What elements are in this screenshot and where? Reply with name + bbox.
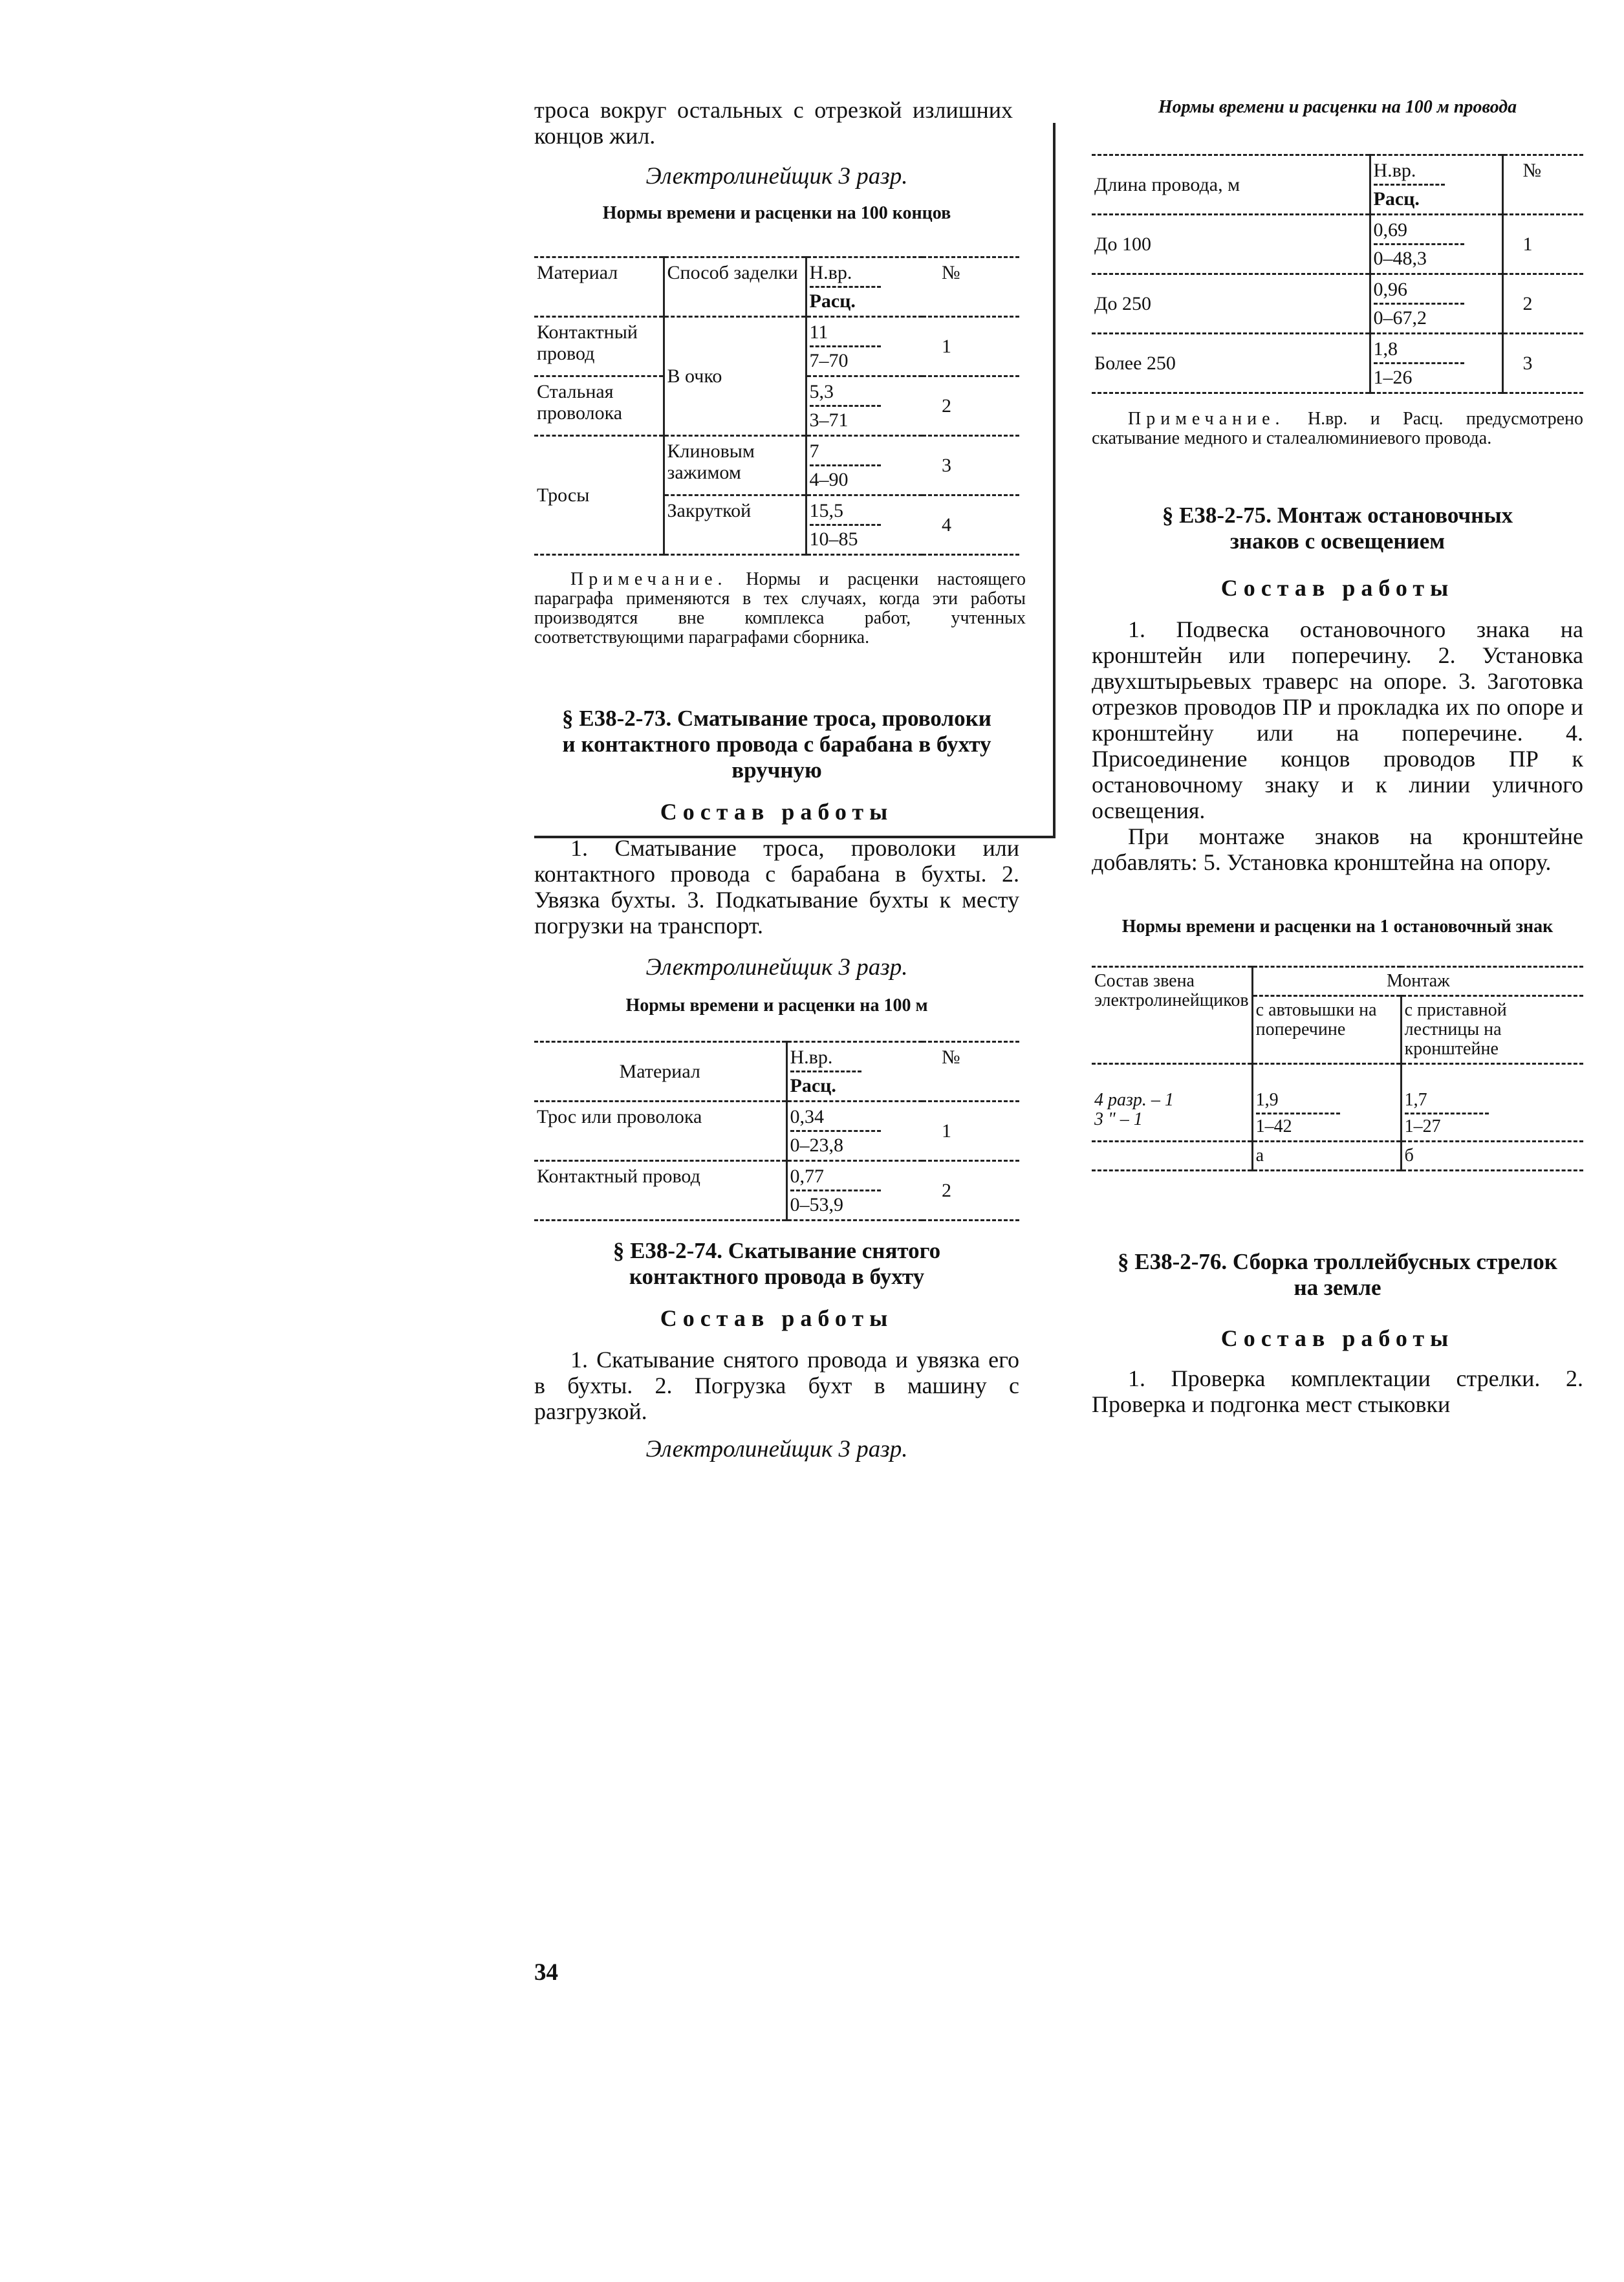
section-74-body: 1. Скатывание снятого провода и увязка его в бухты. 2. Погрузка бухт в машину с разгрузкой.: [534, 1347, 1019, 1424]
t3-r3-length: Более 250: [1094, 353, 1176, 374]
t4-head-b: с приставной лестницы на кронштейне: [1401, 996, 1583, 1064]
t1-head-method: Способ заделки: [664, 257, 806, 317]
section-74-title: § Е38-2-74. Скатывание снятого контактного провода в бухту: [612, 1238, 941, 1289]
worker-grade-2: Электролинейщик 3 разр.: [645, 954, 908, 981]
section-73-title: § Е38-2-73. Сматывание троса, проволоки и контактного провода с барабана в бухту вручную: [562, 706, 991, 783]
t3-r1-num: 1: [1502, 215, 1583, 274]
t1-r2-num: 2: [942, 395, 951, 417]
t4-a-norm: $\frac{1,9}{1-42}$: [1252, 1064, 1401, 1142]
section-76-sostav: Состав работы: [1220, 1325, 1455, 1351]
table1-caption: Нормы времени и расценки на 100 концов: [602, 203, 951, 223]
t3-r3-norm: $\frac{1,8}{1-26}$: [1370, 334, 1502, 393]
worker-grade-3: Электролинейщик 3 разр.: [645, 1436, 908, 1462]
t2-r2-num: 2: [942, 1180, 951, 1201]
section-75-body-1: 1. Подвеска остановочного знака на кронштейн или поперечину. 2. Установка двухштырьевых траверс на опоре. 3. Заготовка отрезков проводов ПР и прокладка их по опоре и кронштейну или на поперечине. 4. Присоединение концов проводов ПР к остановочному знаку и к линии уличного освещения.: [1092, 616, 1583, 823]
t3-r2-num: 2: [1502, 274, 1583, 334]
t4-head-crew: Состав звена электролинейщиков: [1094, 971, 1249, 1010]
t2-r1-material: Трос или проволока: [537, 1106, 702, 1127]
t1-r3-norm: $\frac{7}{4-90}$: [806, 436, 922, 495]
t3-r2-length: До 250: [1094, 293, 1151, 314]
note-1: [534, 570, 1026, 647]
table-row: [534, 317, 1019, 376]
t3-r1-norm: $\frac{0,69}{0-48,3}$: [1370, 215, 1502, 274]
t3-head-num: №: [1502, 155, 1583, 215]
t3-r1-length: До 100: [1094, 234, 1151, 255]
table-row: [534, 1161, 1019, 1221]
t2-head-norm: Н.вр. Расц.: [786, 1042, 922, 1102]
table-row: [1092, 1064, 1583, 1142]
section-76-body: 1. Проверка комплектации стрелки. 2. Проверка и подгонка мест стыковки: [1092, 1365, 1583, 1417]
section-75-sostav: Состав работы: [1220, 575, 1455, 601]
t4-col-b: б: [1401, 1142, 1583, 1171]
table2: [534, 1041, 1019, 1221]
page-number: 34: [534, 1959, 558, 1986]
t4-head-mount: Монтаж: [1252, 967, 1583, 996]
table-row: [1092, 274, 1583, 334]
section-73-body: 1. Сматывание троса, проволоки или контактного провода с барабана в бухты. 2. Увязка бухты. 3. Подкатывание бухты к месту погрузки на транспорт.: [534, 835, 1019, 939]
t1-r4-norm: $\frac{15,5}{10-85}$: [806, 495, 922, 555]
t1-r4-method: Закруткой: [664, 495, 806, 555]
t2-r2-material: Контактный провод: [537, 1166, 700, 1187]
t4-b-norm: $\frac{1,7}{1-27}$: [1401, 1064, 1583, 1142]
table4: [1092, 966, 1583, 1171]
table4-caption: Нормы времени и расценки на 1 остановочный знак: [1121, 917, 1554, 937]
note-1-body: Нормы и расценки настоящего параграфа применяются в тех случаях, когда эти работы производятся вне комплекса работ, учтенных соответствующими параграфами сборника.: [534, 569, 1026, 647]
t1-method-ochko: В очко: [664, 317, 806, 436]
t2-r1-norm: $\frac{0,34}{0-23,8}$: [786, 1102, 922, 1161]
column-divider-vertical: [1053, 123, 1056, 836]
table-row: [1092, 1142, 1583, 1171]
t1-r3-num: 3: [942, 455, 951, 476]
t3-r2-norm: $\frac{0,96}{0-67,2}$: [1370, 274, 1502, 334]
note-1-title: Примечание.: [570, 569, 728, 589]
t1-r3-material: Тросы: [537, 484, 590, 506]
table-row: [1092, 334, 1583, 393]
note-3-title: Примечание.: [1128, 409, 1285, 429]
table-row: [534, 436, 1019, 495]
section-76-title: § Е38-2-76. Сборка троллейбусных стрелок на земле: [1118, 1249, 1557, 1300]
t3-head-norm: Н.вр. Расц.: [1370, 155, 1502, 215]
section-75-body-2: При монтаже знаков на кронштейне добавлять: 5. Установка кронштейна на опору.: [1092, 823, 1583, 875]
worker-grade-1: Электролинейщик 3 разр.: [645, 163, 908, 190]
t1-r1-norm: $\frac{11}{7-70}$: [806, 317, 922, 376]
note-3-body: Н.вр. и Расц. предусмотрено скатывание медного и сталеалюминиевого провода.: [1092, 409, 1583, 448]
t2-r2-norm: $\frac{0,77}{0-53,9}$: [786, 1161, 922, 1221]
t4-col-a: а: [1252, 1142, 1401, 1171]
intro-text: троса вокруг остальных с отрезкой излишних концов жил.: [534, 97, 1013, 149]
note-3: [1092, 409, 1583, 448]
t1-r3-method: Клиновым зажимом: [664, 436, 806, 495]
t2-head-num: №: [942, 1047, 960, 1068]
table-row: [534, 1102, 1019, 1161]
t4-head-a: с автовышки на поперечине: [1252, 996, 1401, 1064]
section-75-title: § Е38-2-75. Монтаж остановочных знаков с освещением: [1162, 503, 1513, 554]
t3-head-length: Длина провода, м: [1094, 174, 1240, 195]
table-row: [1092, 215, 1583, 274]
table3: [1092, 154, 1583, 394]
t1-head-material: Материал: [537, 262, 618, 283]
left-column: [534, 97, 1026, 1463]
table3-caption: Нормы времени и расценки на 100 м провода: [1158, 97, 1517, 117]
t1-r1-material: Контактный провод: [537, 321, 638, 364]
table1: [534, 256, 1019, 556]
t1-r2-norm: $\frac{5,3}{3-71}$: [806, 376, 922, 436]
t1-r4-num: 4: [942, 514, 951, 536]
t2-head-material: Материал: [619, 1061, 700, 1082]
t1-r2-material: Стальная проволока: [537, 381, 623, 424]
section-73-sostav: Состав работы: [660, 799, 894, 825]
table2-caption: Нормы времени и расценки на 100 м: [625, 995, 928, 1016]
t1-head-norm: Н.вр. Расц.: [806, 257, 922, 317]
right-column: [1092, 97, 1583, 1417]
t4-crew: 4 разр. – 1 3 " – 1: [1094, 1090, 1174, 1129]
t2-r1-num: 1: [942, 1120, 951, 1142]
section-74-sostav: Состав работы: [660, 1305, 894, 1331]
t1-head-num: №: [942, 262, 960, 283]
t1-r1-num: 1: [942, 336, 951, 357]
t3-r3-num: 3: [1502, 334, 1583, 393]
